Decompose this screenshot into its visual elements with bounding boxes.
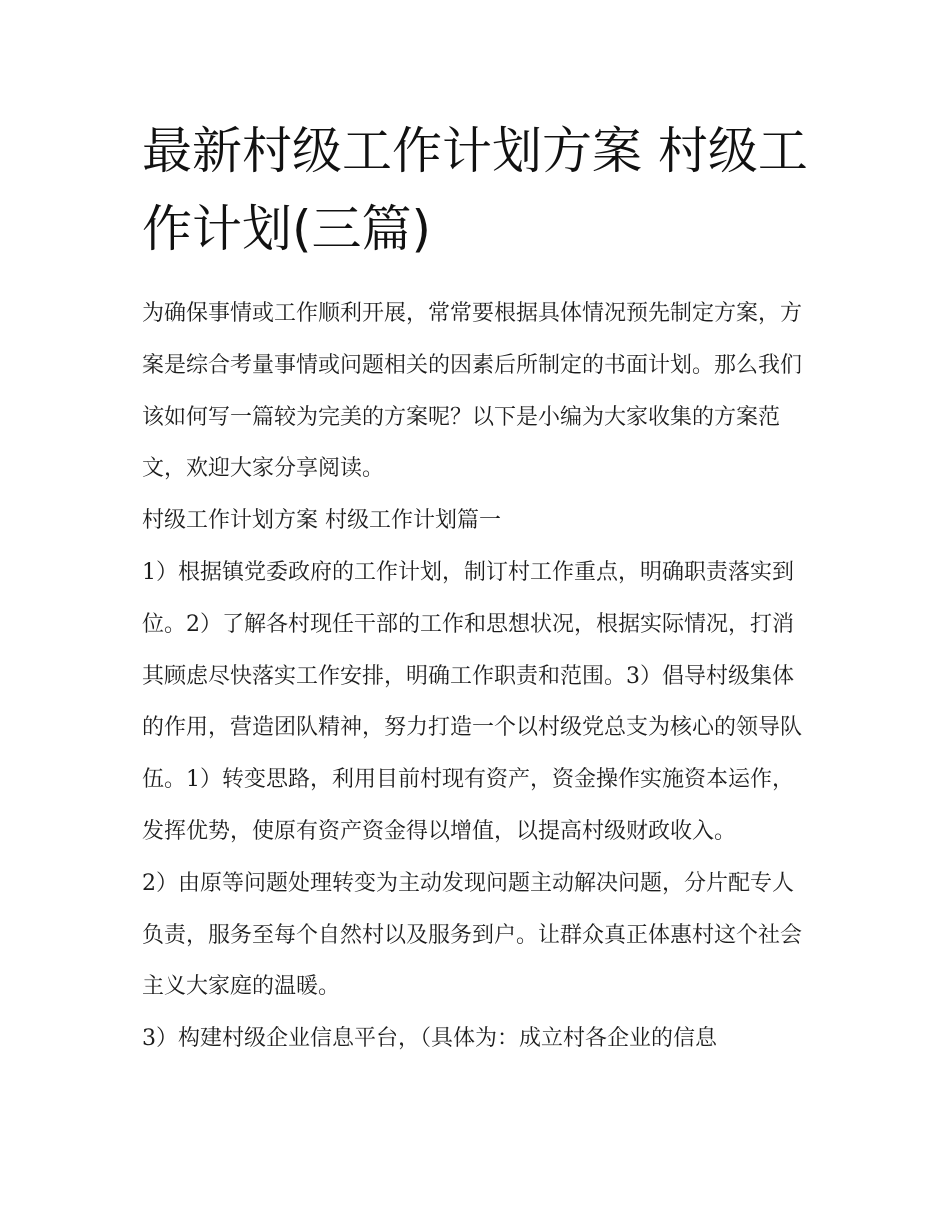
body-paragraph-1: 1）根据镇党委政府的工作计划，制订村工作重点，明确职责落实到位。2）了解各村现任干部的工作和思想状况，根据实际情况，打消其顾虑尽快落实工作安排，明确工作职责和范围。3）倡导村级集体的作用，营造团队精神，努力打造一个以村级党总支为核心的领导队伍。1）转变思路，利用目前村现有资产，资金操作实施资本运作，发挥优势，使原有资产资金得以增值，以提高村级财政收入。 <box>142 559 803 844</box>
intro-paragraph: 为确保事情或工作顺利开展，常常要根据具体情况预先制定方案，方案是综合考量事情或问题相关的因素后所制定的书面计划。那么我们该如何写一篇较为完美的方案呢？以下是小编为大家收集的方案范文，欢迎大家分享阅读。 <box>142 301 803 482</box>
document-title: 最新村级工作计划方案 村级工作计划(三篇) <box>142 122 808 258</box>
document-body <box>142 288 814 1065</box>
body-paragraph-3: 3）构建村级企业信息平台，（具体为：成立村各企业的信息 <box>142 1026 717 1052</box>
section-heading: 村级工作计划方案 村级工作计划篇一 <box>142 508 501 534</box>
document-page <box>142 112 814 1065</box>
body-paragraph-2: 2）由原等问题处理转变为主动发现问题主动解决问题，分片配专人负责，服务至每个自然村以及服务到户。让群众真正体惠村这个社会主义大家庭的温暖。 <box>142 870 803 1000</box>
